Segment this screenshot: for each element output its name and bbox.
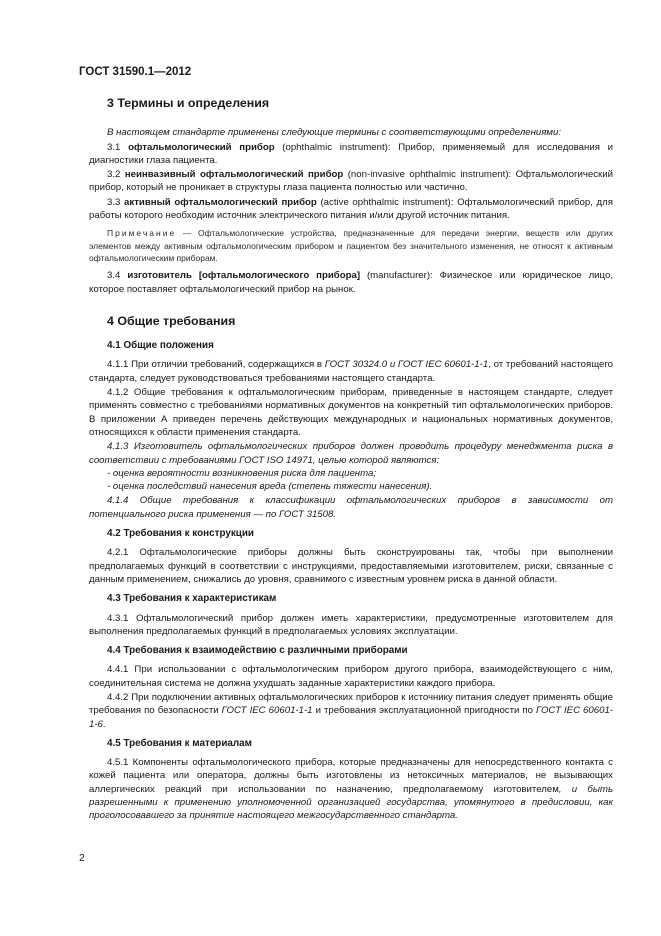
subsection-4-5-title: 4.5 Требования к материалам	[107, 737, 252, 749]
clause-4-1-3: 4.1.3 Изготовитель офтальмологических приборов должен проводить процедуру менеджмента риска в соответствии с требованиями ГОСТ ISO 14971, целью которой являются:	[89, 441, 613, 466]
clause-text: 4.4.2 При подключении активных офтальмологических приборов к источнику питания следует применять общие требования по безопасности	[89, 691, 613, 717]
clause-4-2-1: 4.2.1 Офтальмологические приборы должны быть сконструированы так, чтобы при выполнении предполагаемых функций в соответствии с инструкциями, предоставляемыми изготовителем, риски, связанные с данным применением, снижались до уровня, сравнимого с известным уровнем риска в данной области.	[89, 547, 613, 585]
term-definition: (ophthalmic instrument): Прибор, применяемый для исследования и диагностики глаза пациента.	[89, 141, 613, 166]
clause-4-5-1	[89, 756, 613, 822]
term-number: 3.1	[107, 141, 121, 153]
term-definition: (manufacturer): Физическое или юридическое лицо, которое поставляет офтальмологический прибор на рынок.	[89, 270, 613, 295]
clause-4-4-2	[89, 691, 613, 731]
note-label: Примечание	[107, 228, 177, 239]
clause-text: .	[102, 718, 106, 730]
standard-reference: ГОСТ IEC 60601-1-1	[221, 705, 313, 717]
term-number: 3.4	[107, 270, 121, 282]
subsection-4-4-title: 4.4 Требования к взаимодействию с различными приборами	[107, 645, 408, 657]
clause-4-3-1: 4.3.1 Офтальмологический прибор должен иметь характеристики, предусмотренные изготовителем для выполнения предполагаемых функций в предполагаемых условиях эксплуатации.	[89, 612, 613, 637]
page-number: 2	[79, 852, 85, 864]
term-name: активный офтальмологический прибор	[124, 196, 317, 208]
clause-text: 4.5.1 Компоненты офтальмологического прибора, которые предназначены для непосредственного контакта с кожей пациента или оператора, должны быть изготовлены из нетоксичных материалов, не вызывающих аллергических реакций при использовании по назначению, предполагаемому изготовителем	[89, 757, 613, 795]
document-code-header: ГОСТ 31590.1—2012	[79, 66, 192, 78]
clause-4-1-3-item: - оценка последствий нанесения вреда (степень тяжести нанесения).	[107, 481, 433, 493]
term-name: офтальмологический прибор	[128, 141, 275, 153]
clause-4-1-1	[89, 358, 613, 385]
section-3-intro: В настоящем стандарте применены следующие термины с соответствующими определениями:	[107, 127, 562, 139]
section-3-title: 3 Термины и определения	[107, 96, 270, 110]
clause-text: , и быть разрешенными к применению уполномоченной организацией государства, упомянутого в предисловии, как проголосовавшего за принятие настоящего межгосударственного стандарта.	[89, 783, 614, 822]
standard-reference: ГОСТ IEC 60601-1-1	[397, 359, 489, 371]
term-definition: (active ophthalmic instrument): Офтальмологический прибор, для работы которого необходим источник электрического питания и/или другой источник питания.	[89, 196, 613, 222]
term-3-2	[89, 168, 613, 195]
standard-reference: ГОСТ 30324.0	[324, 359, 388, 371]
clause-text: 4.1.1 При отличии требований, содержащихся в	[107, 359, 325, 371]
clause-4-1-3-item: - оценка вероятности возникновения риска для пациента;	[107, 467, 377, 479]
clause-text: , от требований настоящего стандарта, следует руководствоваться требованиями настоящего стандарта.	[89, 359, 614, 384]
note-text: — Офтальмологические устройства, предназначенные для передачи энергии, веществ или других элементов между активным офтальмологическим прибором и пациентом без значительного изменения, не относят к активным офтальмологическим приборам.	[89, 228, 613, 263]
term-number: 3.3	[107, 196, 121, 208]
term-3-4	[89, 269, 613, 296]
term-number: 3.2	[107, 169, 121, 181]
clause-4-1-2: 4.1.2 Общие требования к офтальмологическим приборам, приведенные в настоящем стандарте, следует применять совместно с требованиями нормативных документов на конкретный тип офтальмологических приборов. В приложении А приведен перечень действующих международных и национальных нормативных документов, относящихся к области применения стандарта.	[89, 387, 613, 438]
standard-reference: ГОСТ IEC 60601-1-6	[89, 705, 614, 730]
clause-4-4-1: 4.4.1 При использовании с офтальмологическим прибором другого прибора, взаимодействующего с ним, соединительная система не должна ухудшать заданные характеристики каждого прибора.	[89, 664, 613, 689]
term-3-3	[89, 196, 613, 223]
term-3-1	[89, 141, 613, 168]
term-definition: (non-invasive ophthalmic instrument): Офтальмологический прибор, который не проникает в структуры глаза пациента полностью или частично.	[89, 169, 613, 194]
clause-4-1-4: 4.1.4 Общие требования к классификации офтальмологических приборов в зависимости от потенциального риска применения — по ГОСТ 31508.	[89, 495, 613, 520]
page-body	[89, 97, 613, 823]
term-name: неинвазивный офтальмологический прибор	[124, 169, 344, 181]
clause-text: и требования эксплуатационной пригодности по	[312, 705, 537, 717]
subsection-4-2-title: 4.2 Требования к конструкции	[107, 528, 254, 540]
section-4-title: 4 Общие требования	[107, 313, 236, 328]
term-note	[89, 227, 613, 264]
subsection-4-1-title: 4.1 Общие положения	[107, 340, 214, 352]
subsection-4-3-title: 4.3 Требования к характеристикам	[107, 593, 277, 605]
term-name: изготовитель [офтальмологического прибора]	[127, 270, 361, 282]
clause-text: и	[387, 359, 398, 371]
